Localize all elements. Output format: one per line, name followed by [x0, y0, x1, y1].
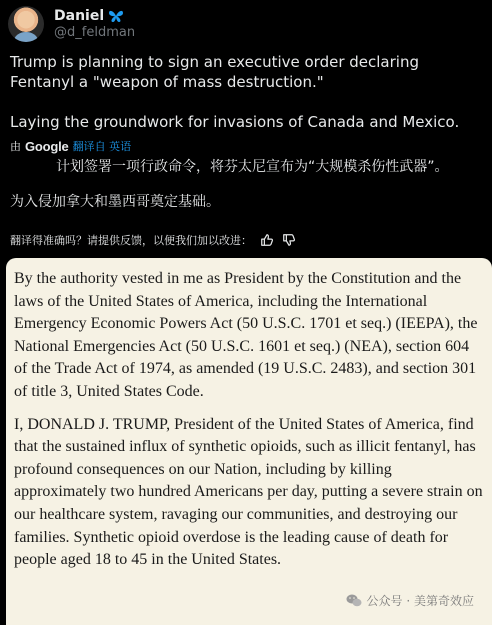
tweet-paragraph-1: Trump is planning to sign an executive order declaring Fentanyl a "weapon of mass destruction.": [10, 53, 419, 91]
tweet-text: [10, 52, 484, 132]
feedback-prompt: 翻译得准确吗？请提供反馈，以便我们加以改进：: [10, 234, 252, 247]
tweet-paragraph-2: Laying the groundwork for invasions of Canada and Mexico.: [10, 113, 460, 131]
translated-from-link[interactable]: 翻译自 英语: [72, 140, 132, 153]
thumbs-down-icon[interactable]: [282, 233, 296, 247]
wechat-icon: [346, 594, 362, 607]
name-row: [54, 8, 135, 24]
document-paragraph-1: By the authority vested in me as President by the Constitution and the laws of the United States of America, including the International Emergency Economic Powers Act (50 U.S.C. 1701 et seq.) (IEEPA), the National Emergencies Act (50 U.S.C. 1601 et seq.) (NEA), section 604 of the Trade Act of 1974, as amended (19 U.S.C. 2483), and section 301 of title 3, United States Code.: [14, 270, 478, 400]
translated-line-2: 为入侵加拿大和墨西哥奠定基础。: [10, 194, 220, 210]
document-paragraph-2: I, DONALD J. TRUMP, President of the United States of America, find that the sustained influx of synthetic opioids, such as illicit fentanyl, has profound consequences on our Nation, including by killing approximately two hundred Americans per day, putting a severe strain on our healthcare system, ravaging our communities, and destroying our families. Synthetic opioid overdose is the leading cause of death for people aged 18 to 45 in the United States.: [14, 415, 483, 569]
translation-attribution: [10, 136, 131, 156]
watermark-text: 公众号 · 美第奇效应: [366, 594, 474, 608]
translated-line-1: 计划签署一项行政命令，将芬太尼宣布为“大规模杀伤性武器”。: [56, 159, 449, 175]
executive-order-image[interactable]: [6, 258, 492, 625]
watermark: [346, 592, 474, 609]
thumbs-up-icon[interactable]: [260, 233, 274, 247]
user-info: [54, 8, 135, 40]
google-logo: Google: [25, 138, 69, 154]
tweet-header: [8, 6, 135, 42]
user-handle[interactable]: @d_feldman: [54, 25, 136, 40]
display-name[interactable]: Daniel: [54, 8, 105, 24]
avatar[interactable]: [8, 6, 44, 42]
translated-by-label: 由: [10, 140, 21, 153]
translation-feedback: [10, 232, 296, 248]
butterfly-icon: [108, 9, 124, 23]
